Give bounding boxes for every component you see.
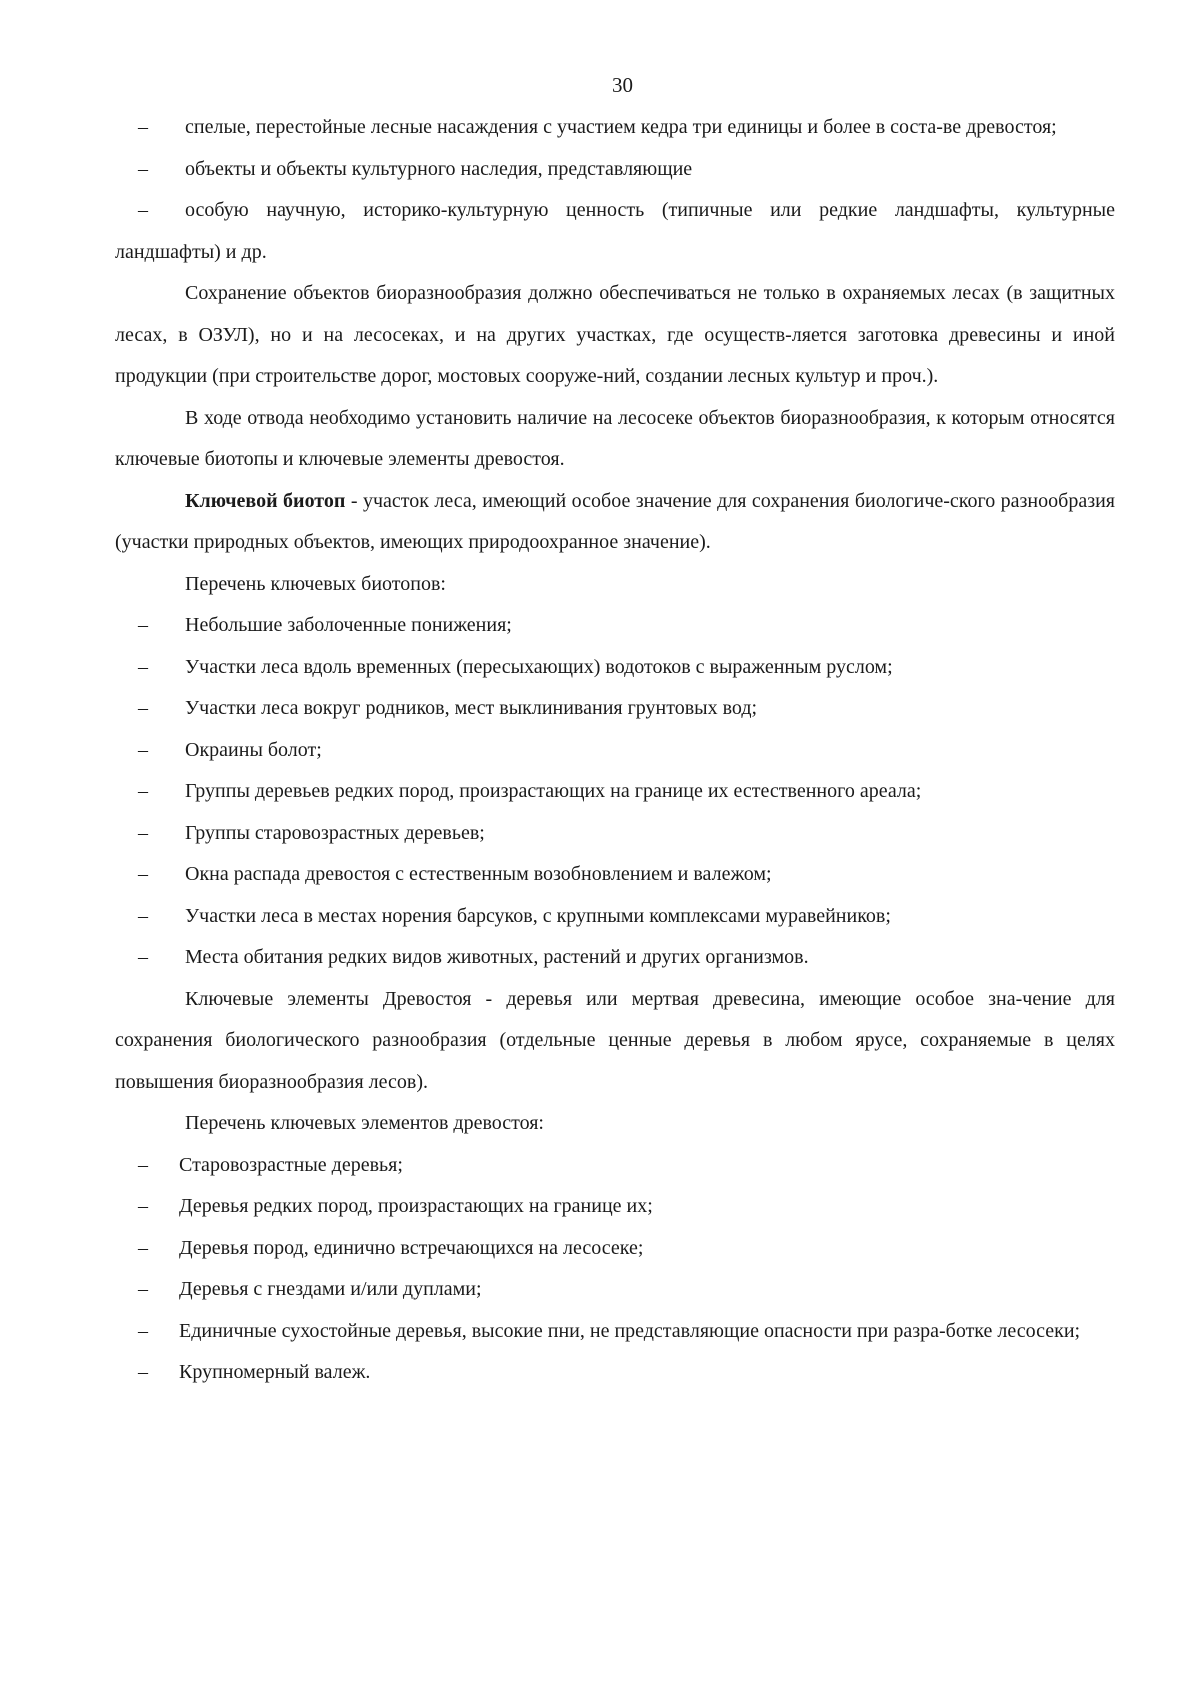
paragraph: [115, 481, 1115, 564]
dash-bullet: –: [138, 1195, 148, 1217]
dash-bullet: –: [138, 946, 148, 968]
list-title: Перечень ключевых элементов древостоя:: [185, 1112, 544, 1134]
list-item: [115, 1186, 1115, 1228]
list-item-text: Деревья с гнездами и/или дуплами;: [179, 1278, 482, 1300]
list-item-text: особую научную, историко-культурную ценность (типичные или редкие ландшафты, культурные ландшафты) и др.: [115, 199, 1115, 263]
list-item-text: Группы старовозрастных деревьев;: [185, 821, 485, 844]
dash-bullet: –: [138, 904, 148, 927]
list-item: [115, 149, 1115, 191]
dash-bullet: –: [138, 821, 148, 844]
list-item-text: Деревья редких пород, произрастающих на границе их;: [179, 1195, 653, 1217]
list-item: [115, 854, 1115, 896]
list-item-text: Крупномерный валеж.: [179, 1361, 371, 1383]
list-item: [115, 1145, 1115, 1187]
dash-bullet: –: [138, 157, 148, 180]
dash-bullet: –: [138, 655, 148, 678]
list-item-text: Старовозрастные деревья;: [179, 1153, 403, 1176]
list-item: [115, 813, 1115, 855]
list-item: [115, 1311, 1115, 1353]
list-item: [115, 1228, 1115, 1270]
list-item-text: Участки леса вокруг родников, мест выклинивания грунтовых вод;: [185, 697, 758, 719]
list-item-text: Места обитания редких видов животных, растений и других организмов.: [185, 946, 809, 968]
dash-bullet: –: [138, 1361, 148, 1383]
dash-bullet: –: [138, 1319, 148, 1342]
list-title: Перечень ключевых биотопов:: [185, 572, 446, 595]
term-definition: - участок леса, имеющий особое значение для сохранения биологиче-ского разнообразия (участки природных объектов, имеющих природоохранное значение).: [115, 489, 1115, 553]
list-item: [115, 1269, 1115, 1311]
paragraph: В ходе отвода необходимо установить наличие на лесосеке объектов биоразнообразия, к которым относятся ключевые биотопы и ключевые элементы древостоя.: [115, 406, 1115, 470]
list-item: [115, 605, 1115, 647]
list-item-text: Группы деревьев редких пород, произрастающих на границе их естественного ареала;: [185, 780, 922, 802]
dash-bullet: –: [138, 199, 148, 221]
page-number: 30: [612, 73, 633, 97]
list-item: [115, 190, 1115, 273]
dash-bullet: –: [138, 1236, 148, 1259]
list-item-text: спелые, перестойные лесные насаждения с участием кедра три единицы и более в соста-ве древостоя;: [185, 116, 1057, 138]
dash-bullet: –: [138, 614, 148, 636]
list-item: [115, 1352, 1115, 1394]
list-item-text: Деревья пород, единично встречающихся на лесосеке;: [179, 1236, 644, 1259]
list-item: [115, 647, 1115, 689]
list-item-text: Единичные сухостойные деревья, высокие пни, не представляющие опасности при разра-ботке лесосеки;: [179, 1319, 1081, 1342]
dash-bullet: –: [138, 697, 148, 719]
list-item-text: Небольшие заболоченные понижения;: [185, 614, 512, 636]
list-item-text: Окраины болот;: [185, 738, 322, 761]
dash-bullet: –: [138, 116, 148, 138]
list-item-text: объекты и объекты культурного наследия, представляющие: [185, 157, 693, 180]
list-item-text: Окна распада древостоя с естественным возобновлением и валежом;: [185, 863, 772, 885]
list-item-text: Участки леса в местах норения барсуков, с крупными комплексами муравейников;: [185, 904, 891, 927]
dash-bullet: –: [138, 1153, 148, 1176]
list-item: [115, 937, 1115, 979]
paragraph: Сохранение объектов биоразнообразия должно обеспечиваться не только в охраняемых лесах (в защитных лесах, в ОЗУЛ), но и на лесосеках, и на других участках, где осуществ-ляется заготовка древесины и иной продукции (при строительстве дорог, мостовых сооруже-ний, создании лесных культур и проч.).: [115, 282, 1115, 387]
list-item: [115, 107, 1115, 149]
dash-bullet: –: [138, 1278, 148, 1300]
term-bold: Ключевой биотоп: [185, 489, 346, 512]
list-item-text: Участки леса вдоль временных (пересыхающих) водотоков с выраженным руслом;: [185, 655, 893, 678]
dash-bullet: –: [138, 780, 148, 802]
list-item: [115, 730, 1115, 772]
list-item: [115, 896, 1115, 938]
paragraph: Ключевые элементы Древостоя - деревья или мертвая древесина, имеющие особое зна-чение для сохранения биологического разнообразия (отдельные ценные деревья в любом ярусе, сохраняемые в целях повышения биоразнообразия лесов).: [115, 987, 1115, 1093]
dash-bullet: –: [138, 738, 148, 761]
list-item: [115, 771, 1115, 813]
list-item: [115, 688, 1115, 730]
dash-bullet: –: [138, 863, 148, 885]
